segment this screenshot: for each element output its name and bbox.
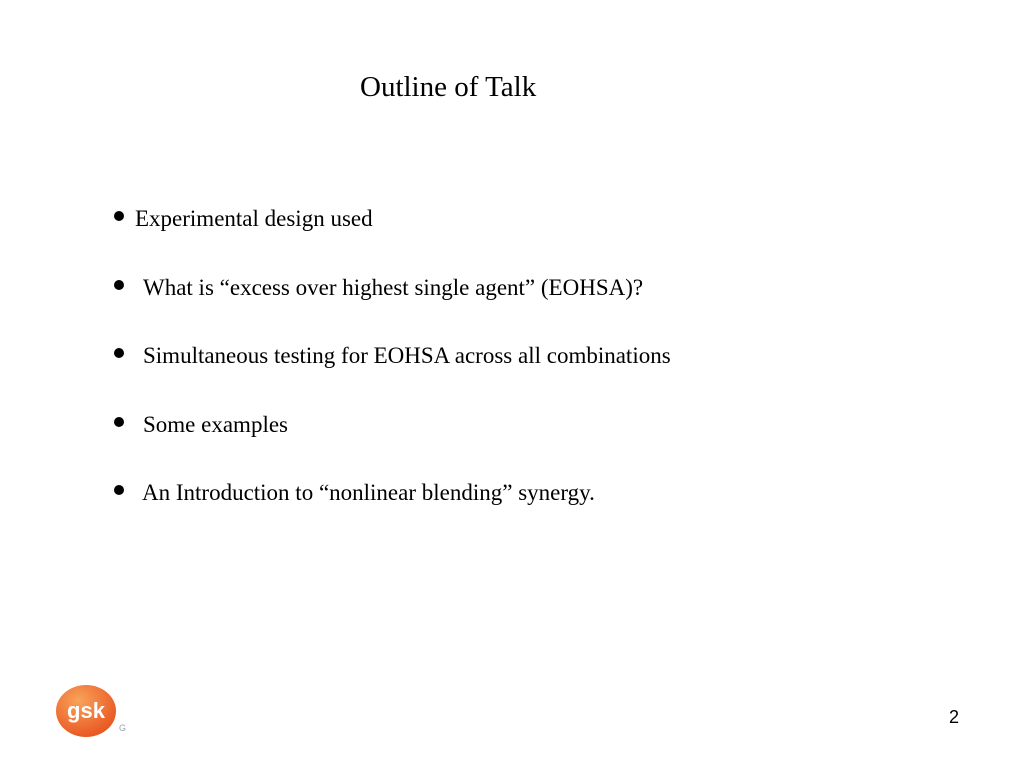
bullet-icon	[114, 417, 124, 427]
bullet-icon	[114, 280, 124, 290]
bullet-item	[114, 204, 373, 234]
bullet-item	[114, 341, 671, 371]
slide-title: Outline of Talk	[360, 71, 537, 103]
gsk-logo-mark: G	[119, 723, 127, 733]
bullet-item	[114, 410, 288, 440]
page-number: 2	[949, 707, 960, 727]
bullet-icon	[114, 348, 124, 358]
bullet-text: Simultaneous testing for EOHSA across all combinations	[143, 343, 671, 368]
bullet-item	[114, 273, 643, 303]
gsk-logo-icon	[52, 683, 132, 741]
bullet-item	[114, 478, 595, 508]
bullet-text: Some examples	[143, 412, 288, 437]
bullet-text: What is “excess over highest single agent” (EOHSA)?	[143, 275, 644, 300]
bullet-icon	[114, 485, 124, 495]
bullet-text: An Introduction to “nonlinear blending” synergy.	[142, 480, 595, 505]
bullet-icon	[114, 211, 124, 221]
gsk-logo-text: gsk	[67, 698, 105, 723]
bullet-text: Experimental design used	[135, 206, 373, 231]
